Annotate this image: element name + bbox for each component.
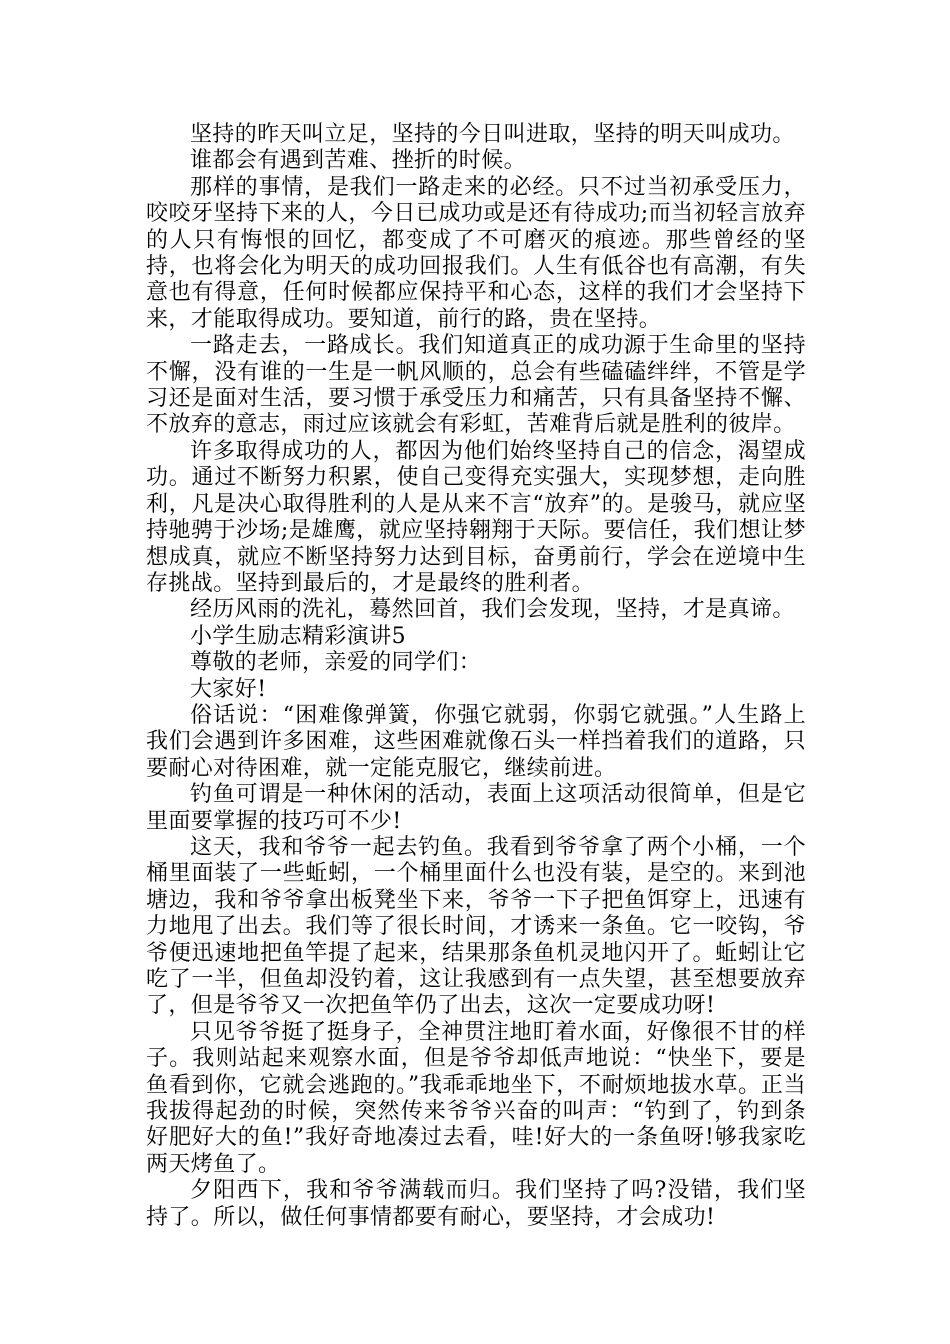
paragraph: 只见爷爷挺了挺身子，全神贯注地盯着水面，好像很不甘的样子。我则站起来观察水面，但是爷爷却低声地说：“快坐下，要是鱼看到你，它就会逃跑的。”我乖乖地坐下，不耐烦地拔水草。正当我拔得起劲的时候，突然传来爷爷兴奋的叫声：“钓到了，钓到条好肥好大的鱼!”我好奇地凑过去看，哇!好大的一条鱼呀!够我家吃两天烤鱼了。 — [146, 1019, 806, 1177]
salutation: 尊敬的老师，亲爱的同学们： — [190, 650, 482, 676]
paragraph: 谁都会有遇到苦难、挫折的时候。 — [190, 148, 527, 174]
paragraph: 一路走去，一路成长。我们知道真正的成功源于生命里的坚持不懈，没有谁的一生是一帆风顺的，总会有些磕磕绊绊，不管是学习还是面对生活，要习惯于承受压力和痛苦，只有具备坚持不懈、不放弃的意志，雨过应该就会有彩虹，苦难背后就是胜利的彼岸。 — [146, 333, 806, 438]
paragraph: 夕阳西下，我和爷爷满载而归。我们坚持了吗?没错，我们坚持了。所以，做任何事情都要有耐心，要坚持，才会成功! — [146, 1178, 806, 1230]
paragraph: 俗话说：“困难像弹簧，你强它就弱，你弱它就强。”人生路上我们会遇到许多困难，这些困难就像石头一样挡着我们的道路，只要耐心对待困难，就一定能克服它，继续前进。 — [146, 702, 806, 781]
document-body — [146, 122, 806, 1231]
greeting: 大家好! — [190, 676, 267, 702]
speech-title: 小学生励志精彩演讲5 — [190, 623, 406, 649]
paragraph: 这天，我和爷爷一起去钓鱼。我看到爷爷拿了两个小桶，一个桶里面装了一些蚯蚓，一个桶里面什么也没有装，是空的。来到池塘边，我和爷爷拿出板凳坐下来，爷爷一下子把鱼饵穿上，迅速有力地甩了出去。我们等了很长时间，才诱来一条鱼。它一咬钩，爷爷便迅速地把鱼竿提了起来，结果那条鱼机灵地闪开了。蚯蚓让它吃了一半，但鱼却没钓着，这让我感到有一点失望，甚至想要放弃了，但是爷爷又一次把鱼竿仍了出去，这次一定要成功呀! — [146, 834, 806, 1019]
paragraph: 钓鱼可谓是一种休闲的活动，表面上这项活动很简单，但是它里面要掌握的技巧可不少! — [146, 782, 806, 834]
paragraph: 许多取得成功的人，都因为他们始终坚持自己的信念，渴望成功。通过不断努力积累，使自己变得充实强大，实现梦想，走向胜利，凡是决心取得胜利的人是从来不言“放弃”的。是骏马，就应坚持驰骋于沙场;是雄鹰，就应坚持翱翔于天际。要信任，我们想让梦想成真，就应不断坚持努力达到目标，奋勇前行，学会在逆境中生存挑战。坚持到最后的，才是最终的胜利者。 — [146, 438, 806, 596]
paragraph: 坚持的昨天叫立足，坚持的今日叫进取，坚持的明天叫成功。 — [190, 122, 795, 147]
paragraph: 经历风雨的洗礼，蓦然回首，我们会发现，坚持，才是真谛。 — [190, 597, 795, 623]
paragraph: 那样的事情，是我们一路走来的必经。只不过当初承受压力，咬咬牙坚持下来的人，今日已成功或是还有待成功;而当初轻言放弃的人只有悔恨的回忆，都变成了不可磨灭的痕迹。那些曾经的坚持，也将会化为明天的成功回报我们。人生有低谷也有高潮，有失意也有得意，任何时候都应保持平和心态，这样的我们才会坚持下来，才能取得成功。要知道，前行的路，贵在坚持。 — [146, 174, 806, 332]
